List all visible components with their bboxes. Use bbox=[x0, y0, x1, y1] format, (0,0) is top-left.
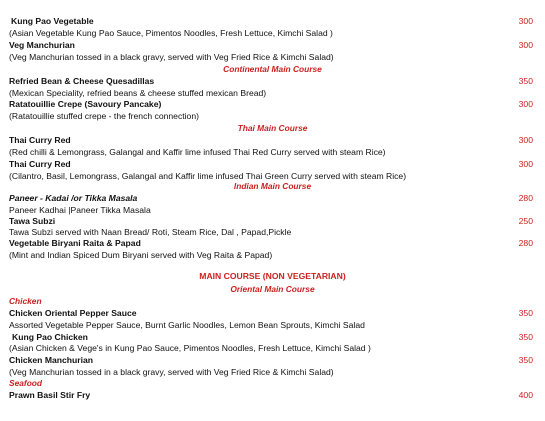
menu-item-desc-row bbox=[0, 319, 545, 331]
menu-item-desc-row bbox=[0, 146, 545, 158]
menu-item-desc-row bbox=[0, 27, 545, 39]
menu-item-name-row bbox=[0, 39, 545, 51]
item-description: Paneer Kadhai |Paneer Tikka Masala bbox=[9, 205, 151, 215]
item-description: (Veg Manchurian tossed in a black gravy, served with Veg Fried Rice & Kimchi Salad) bbox=[9, 52, 334, 62]
item-name: Tawa Subzi bbox=[9, 216, 56, 226]
menu-item-desc-row bbox=[0, 110, 545, 122]
item-name: Paneer - Kadai /or Tikka Masala bbox=[9, 193, 138, 203]
menu-item-name-row bbox=[0, 75, 545, 87]
item-name: Vegetable Biryani Raita & Papad bbox=[9, 238, 141, 248]
menu-item-name-row bbox=[0, 237, 545, 249]
non-veg-heading: MAIN COURSE (NON VEGETARIAN) bbox=[199, 271, 346, 281]
item-description: (Veg Manchurian tossed in a black gravy, served with Veg Fried Rice & Kimchi Salad) bbox=[9, 367, 334, 377]
menu-item-desc-row bbox=[0, 249, 545, 261]
subsection-seafood: Seafood bbox=[9, 378, 43, 388]
section-thai: Thai Main Course bbox=[237, 123, 308, 133]
item-description: (Cilantro, Basil, Lemongrass, Galangal and Kaffir lime infused Thai Green Curry served with steam Rice) bbox=[9, 171, 407, 181]
item-price: 350 bbox=[518, 76, 533, 86]
menu-item-name-row bbox=[0, 15, 545, 27]
item-name: Chicken Manchurian bbox=[9, 355, 94, 365]
menu-item-name-row bbox=[0, 354, 545, 366]
section-indian: Indian Main Course bbox=[233, 181, 312, 191]
menu-item-name-row bbox=[0, 134, 545, 146]
item-description: (Red chilli & Lemongrass, Galangal and Kaffir lime infused Thai Red Curry served with steam Rice) bbox=[9, 147, 386, 157]
item-name: Thai Curry Red bbox=[9, 135, 71, 145]
item-price: 300 bbox=[518, 99, 533, 109]
item-description: Assorted Vegetable Pepper Sauce, Burnt Garlic Noodles, Lemon Bean Sprouts, Kimchi Salad bbox=[9, 320, 365, 330]
item-price: 280 bbox=[518, 238, 533, 248]
item-price: 300 bbox=[518, 135, 533, 145]
item-description: (Ratatouillie stuffed crepe - the french connection) bbox=[9, 111, 199, 121]
item-price: 350 bbox=[518, 308, 533, 318]
item-price: 300 bbox=[518, 40, 533, 50]
item-price: 350 bbox=[518, 355, 533, 365]
menu-item-name-row bbox=[0, 192, 545, 204]
menu-item-desc-row bbox=[0, 51, 545, 63]
item-name: Kung Pao Chicken bbox=[12, 332, 88, 342]
menu-item-name-row bbox=[0, 389, 545, 401]
item-description: (Mexican Speciality, refried beans & cheese stuffed mexican Bread) bbox=[9, 88, 267, 98]
item-name: Prawn Basil Stir Fry bbox=[9, 390, 91, 400]
item-name: Ratatouillie Crepe (Savoury Pancake) bbox=[9, 99, 162, 109]
item-price: 250 bbox=[518, 216, 533, 226]
subsection-chicken: Chicken bbox=[9, 296, 42, 306]
section-oriental: Oriental Main Course bbox=[230, 284, 315, 294]
item-price: 300 bbox=[518, 16, 533, 26]
menu-item-name-row bbox=[0, 98, 545, 110]
item-name: Chicken Oriental Pepper Sauce bbox=[9, 308, 137, 318]
item-description: (Mint and Indian Spiced Dum Biryani served with Veg Raita & Papad) bbox=[9, 250, 273, 260]
menu-item-name-row bbox=[0, 158, 545, 170]
item-name: Refried Bean & Cheese Quesadillas bbox=[9, 76, 155, 86]
item-description: (Asian Vegetable Kung Pao Sauce, Pimentos Noodles, Fresh Lettuce, Kimchi Salad ) bbox=[9, 28, 333, 38]
menu-item-desc-row bbox=[0, 366, 545, 378]
item-price: 280 bbox=[518, 193, 533, 203]
menu-item-name-row bbox=[0, 307, 545, 319]
menu-item-desc-row bbox=[0, 342, 545, 354]
item-name: Veg Manchurian bbox=[9, 40, 75, 50]
item-description: Tawa Subzi served with Naan Bread/ Roti, Steam Rice, Dal , Papad,Pickle bbox=[9, 227, 292, 237]
item-name: Kung Pao Vegetable bbox=[11, 16, 94, 26]
section-continental: Continental Main Course bbox=[223, 64, 322, 74]
item-price: 400 bbox=[518, 390, 533, 400]
item-price: 350 bbox=[518, 332, 533, 342]
item-price: 300 bbox=[518, 159, 533, 169]
item-name: Thai Curry Red bbox=[9, 159, 71, 169]
item-description: (Asian Chicken & Vege's in Kung Pao Sauce, Pimentos Noodles, Fresh Lettuce, Kimchi Salad ) bbox=[9, 343, 371, 353]
